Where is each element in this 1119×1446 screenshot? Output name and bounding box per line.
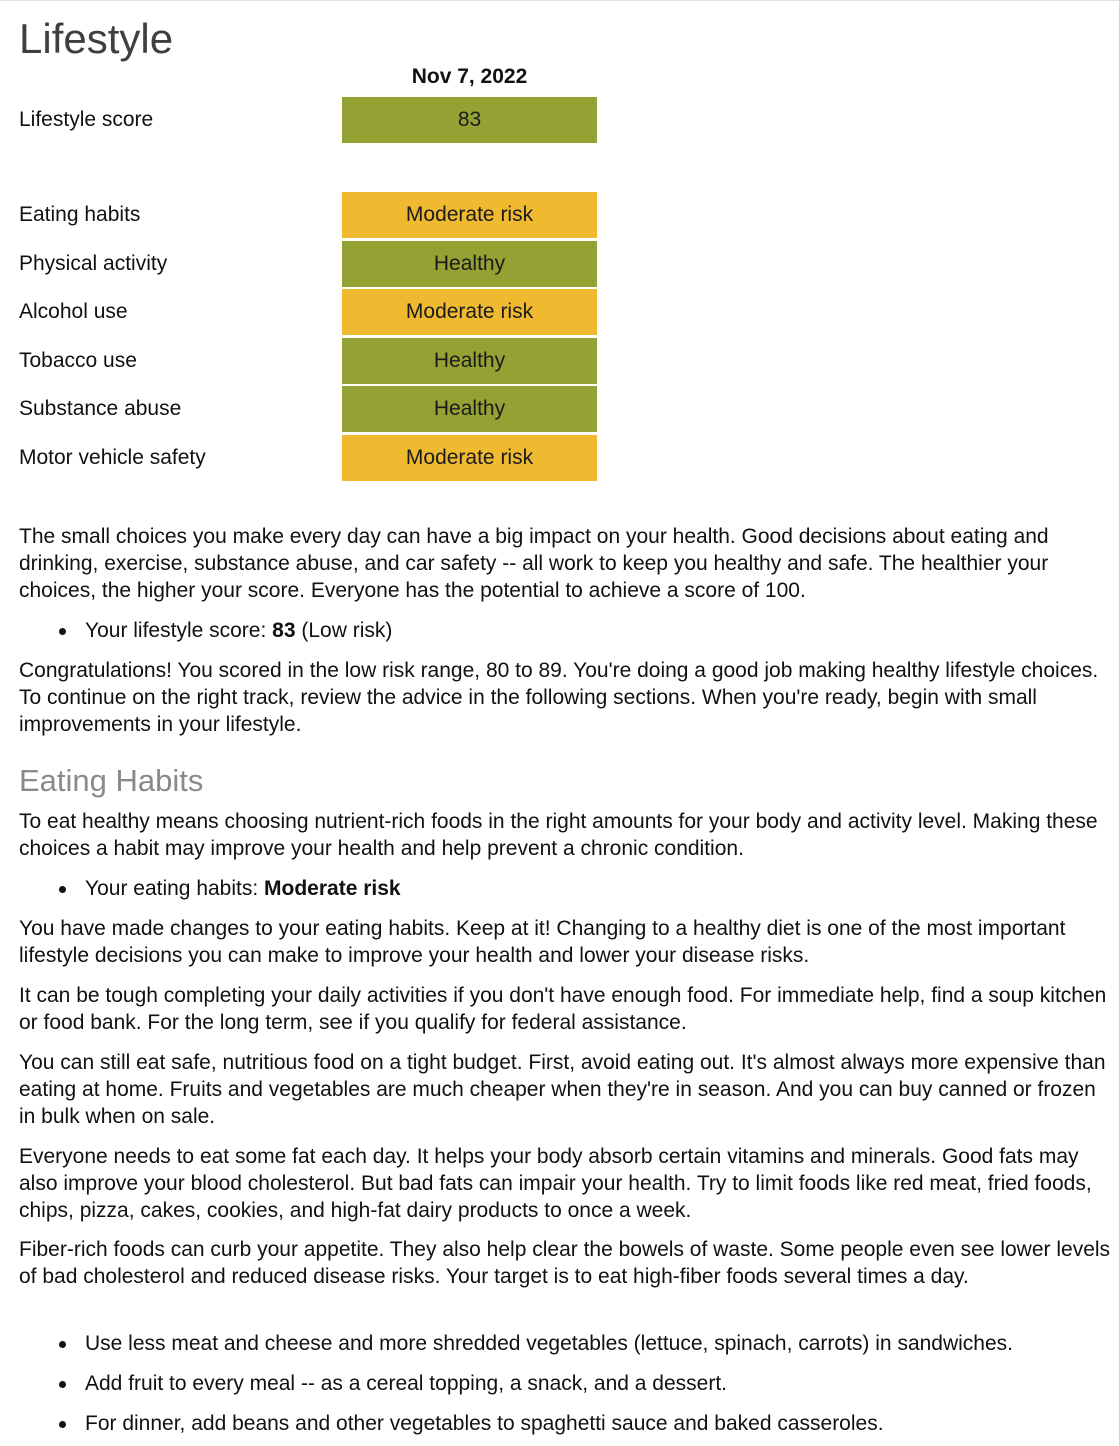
paragraph-text: Everyone needs to eat some fat each day. It helps your body absorb certain vitamins and minerals. Good fats may also improve your blood cholesterol. But bad fats can impair your health. Try to limit foods like red meat, fried foods, chips, pizza, cakes, cookies, and high-fat dairy products to once a week.: [19, 1145, 1092, 1222]
bullet-dot: [59, 1381, 66, 1388]
category-label: Eating habits: [19, 203, 141, 226]
intro-text: The small choices you make every day can have a big impact on your health. Good decisions about eating and drinking, exercise, substance abuse, and car safety -- all work to keep you healthy and safe. The healthier your choices, the higher your score. Everyone has the potential to achieve a score of 100.: [19, 525, 1049, 602]
category-row-tobacco: [19, 338, 619, 384]
category-status-cell: Healthy: [342, 241, 597, 287]
category-label: Substance abuse: [19, 397, 182, 420]
bullet-dot: [59, 1421, 66, 1428]
eating-paragraph-1: [19, 915, 1111, 969]
category-status-cell: Moderate risk: [342, 289, 597, 335]
score-label: Lifestyle score: [19, 108, 154, 131]
eating-habits-heading: Eating Habits: [19, 763, 204, 798]
bullet-score-value: 83: [272, 619, 296, 642]
category-status-cell: Moderate risk: [342, 435, 597, 481]
eating-intro-text: To eat healthy means choosing nutrient-rich foods in the right amounts for your body and activity level. Making these choices a habit may improve your health and help prevent a chronic condition.: [19, 810, 1098, 860]
category-row-physical-activity: [19, 241, 619, 287]
paragraph-text: It can be tough completing your daily activities if you don't have enough food. For immediate help, find a soup kitchen or food bank. For the long term, see if you qualify for federal assistance.: [19, 984, 1107, 1034]
congrats-text: Congratulations! You scored in the low risk range, 80 to 89. You're doing a good job making healthy lifestyle choices. To continue on the right track, review the advice in the following sections. When you're ready, begin with small improvements in your lifestyle.: [19, 659, 1099, 736]
category-row-substance: [19, 386, 619, 432]
bullet-text: [85, 617, 392, 644]
tip-text: Use less meat and cheese and more shredded vegetables (lettuce, spinach, carrots) in sandwiches.: [85, 1332, 1013, 1355]
score-value-cell: 83: [342, 97, 597, 143]
eating-paragraph-3: [19, 1049, 1111, 1130]
category-row-eating: [19, 192, 619, 238]
eating-intro-paragraph: [19, 808, 1111, 862]
paragraph-text: You have made changes to your eating habits. Keep at it! Changing to a healthy diet is one of the most important lifestyle decisions you can make to improve your health and lower your disease risks.: [19, 917, 1066, 967]
bullet-prefix: Your lifestyle score:: [85, 619, 273, 642]
report-date: Nov 7, 2022: [411, 65, 528, 88]
category-row-alcohol: [19, 289, 619, 335]
category-label: Motor vehicle safety: [19, 446, 206, 469]
bullet-suffix: (Low risk): [295, 619, 393, 642]
bullet-dot: [59, 886, 66, 893]
tip-text: For dinner, add beans and other vegetables to spaghetti sauce and baked casseroles.: [85, 1412, 884, 1435]
category-label: Alcohol use: [19, 300, 128, 323]
category-status-cell: Moderate risk: [342, 192, 597, 238]
category-row-motor-vehicle: [19, 435, 619, 481]
bullet-text: [85, 875, 401, 902]
paragraph-text: You can still eat safe, nutritious food on a tight budget. First, avoid eating out. It's almost always more expensive than eating at home. Fruits and vegetables are much cheaper when they're in season. And you can buy canned or frozen in bulk when on sale.: [19, 1051, 1106, 1128]
category-status-cell: Healthy: [342, 338, 597, 384]
eating-paragraph-4: [19, 1143, 1111, 1224]
category-status-cell: Healthy: [342, 386, 597, 432]
tip-text: Add fruit to every meal -- as a cereal topping, a snack, and a dessert.: [85, 1372, 727, 1395]
score-row: [19, 97, 619, 143]
bullet-risk-value: Moderate risk: [264, 877, 401, 900]
bullet-prefix: Your eating habits:: [85, 877, 265, 900]
paragraph-text: Fiber-rich foods can curb your appetite. They also help clear the bowels of waste. Some people even see lower levels of bad cholesterol and reduced disease risks. Your target is to eat high-fiber foods several times a day.: [19, 1238, 1111, 1288]
congrats-paragraph: [19, 657, 1111, 738]
page-title: Lifestyle: [19, 15, 174, 62]
eating-paragraph-2: [19, 982, 1111, 1036]
bullet-dot: [59, 1341, 66, 1348]
eating-paragraph-5: [19, 1236, 1111, 1290]
category-label: Tobacco use: [19, 349, 137, 372]
bullet-dot: [59, 628, 66, 635]
category-label: Physical activity: [19, 252, 168, 275]
intro-paragraph: [19, 523, 1111, 604]
